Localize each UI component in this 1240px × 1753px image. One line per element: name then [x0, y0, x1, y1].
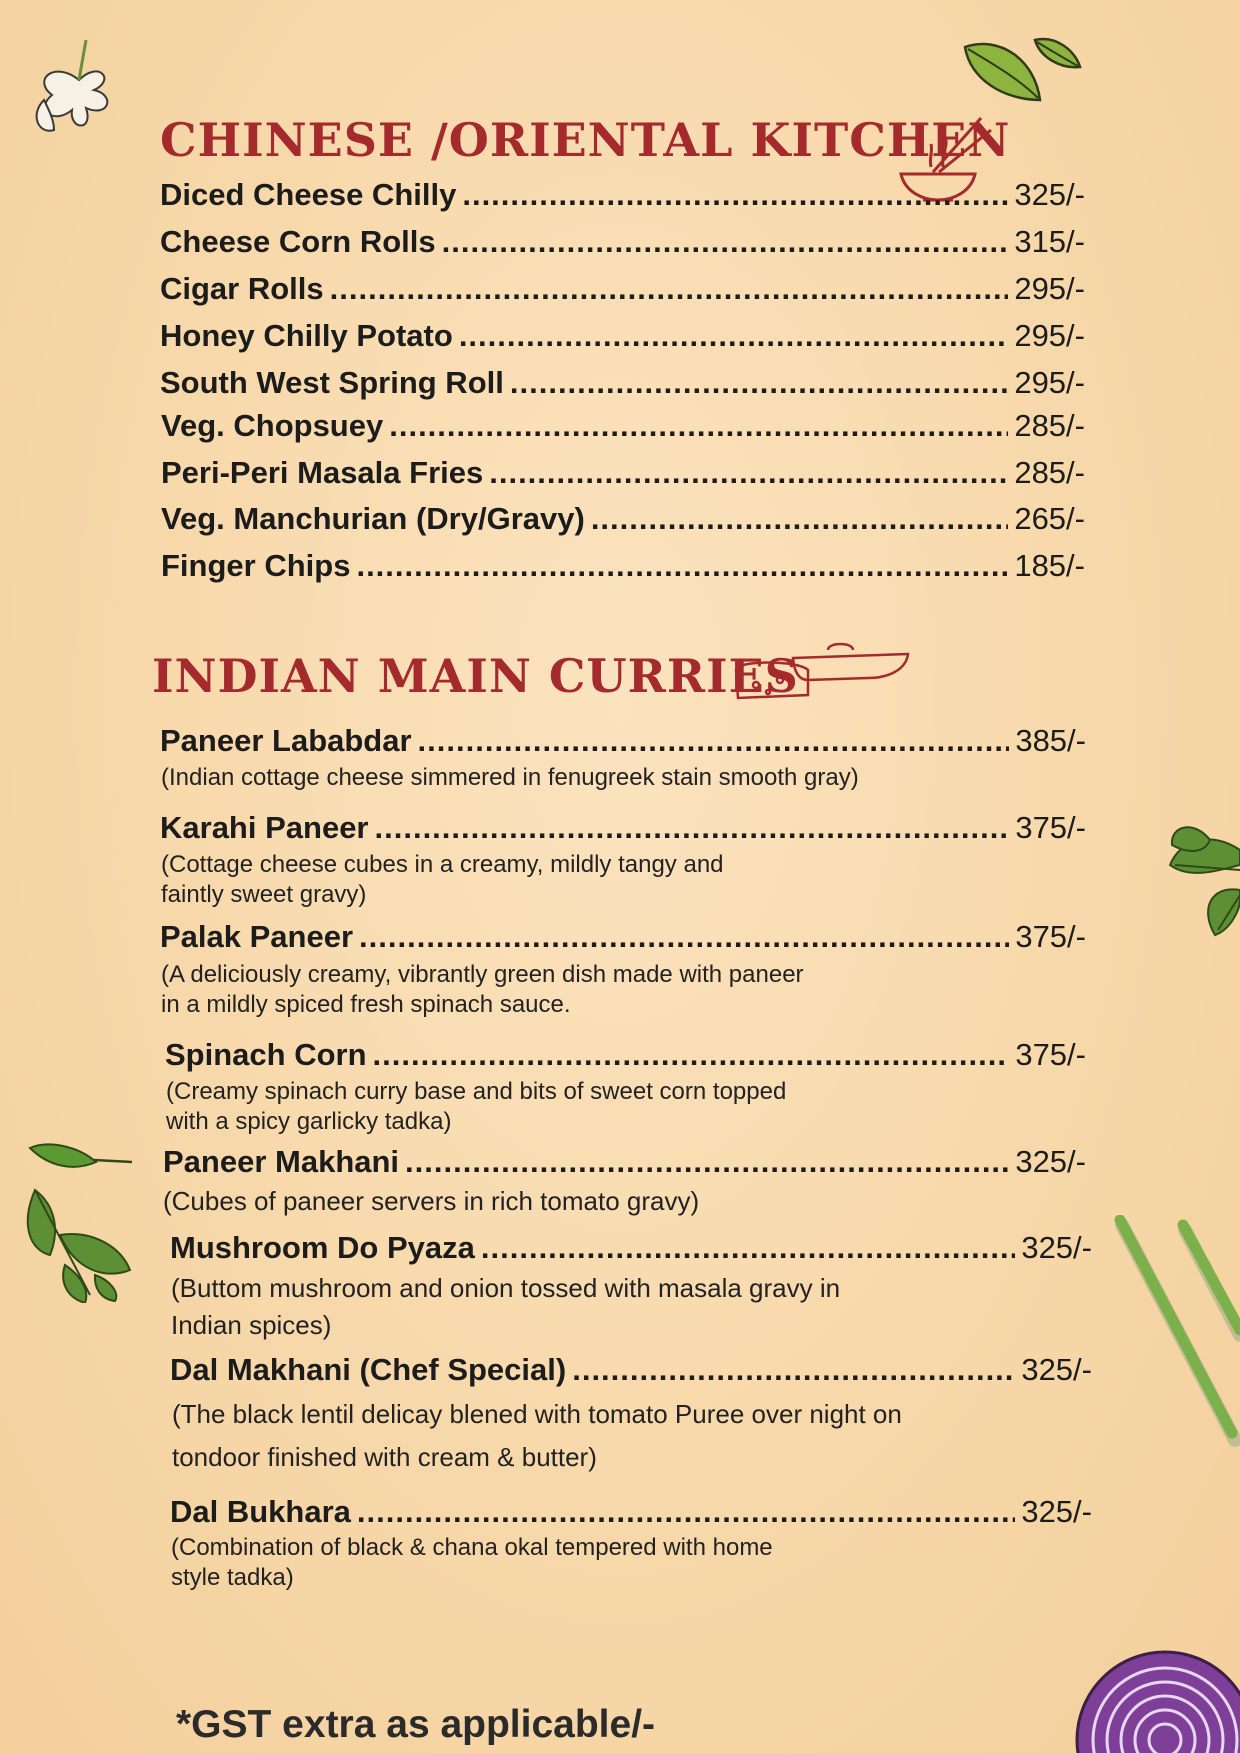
menu-item: [160, 723, 1086, 759]
item-name: Peri-Peri Masala Fries: [161, 455, 484, 490]
item-price: 285/-: [1014, 455, 1085, 490]
leaves-icon: [960, 35, 1085, 105]
menu-item: [160, 365, 1085, 401]
menu-item: [161, 501, 1085, 537]
dot-leader: [405, 1144, 1009, 1180]
red-onion-icon: [1075, 1640, 1240, 1753]
dot-leader: [373, 1037, 1010, 1073]
item-description: (Indian cottage cheese simmered in fenugreek stain smooth gray): [161, 764, 859, 791]
item-price: 315/-: [1014, 224, 1085, 259]
menu-item: [160, 224, 1085, 260]
item-price: 325/-: [1021, 1230, 1092, 1265]
item-description: (Buttom mushroom and onion tossed with masala gravy in Indian spices): [171, 1273, 841, 1340]
dot-leader: [330, 271, 1009, 307]
item-name: Paneer Lababdar: [160, 723, 412, 758]
item-name: Dal Bukhara: [170, 1494, 351, 1529]
chilli-icon: [28, 1140, 133, 1176]
curries-section-title: INDIAN MAIN CURRIES: [152, 649, 799, 703]
item-price: 185/-: [1014, 548, 1085, 583]
item-description: (Cottage cheese cubes in a creamy, mildly tangy and faintly sweet gravy): [161, 851, 724, 908]
menu-item: [165, 1037, 1086, 1073]
item-price: 295/-: [1014, 271, 1085, 306]
item-description: (Cubes of paneer servers in rich tomato gravy): [163, 1186, 700, 1216]
menu-item: [160, 271, 1085, 307]
item-price: 325/-: [1021, 1352, 1092, 1387]
item-price: 325/-: [1014, 177, 1085, 212]
item-name: Veg. Chopsuey: [161, 408, 384, 443]
green-onion-icon: [1110, 1215, 1240, 1460]
item-name: Paneer Makhani: [163, 1144, 400, 1179]
gst-note: *GST extra as applicable/-: [176, 1703, 656, 1746]
dot-leader: [510, 365, 1008, 401]
item-name: Finger Chips: [161, 548, 351, 583]
flower-icon: [24, 40, 134, 145]
item-price: 325/-: [1021, 1494, 1092, 1529]
dot-leader: [489, 455, 1008, 491]
item-description: (The black lentil delicay blened with tomato Puree over night on tondoor finished with cream & butter): [172, 1399, 902, 1472]
dot-leader: [418, 723, 1010, 759]
menu-item: [161, 408, 1085, 444]
item-description: (A deliciously creamy, vibrantly green dish made with paneer in a mildly spiced fresh spinach sauce.: [161, 961, 804, 1018]
dot-leader: [481, 1230, 1015, 1266]
item-price: 295/-: [1014, 318, 1085, 353]
dot-leader: [591, 501, 1009, 537]
item-name: Karahi Paneer: [160, 810, 369, 845]
menu-item: [161, 455, 1085, 491]
item-name: Cheese Corn Rolls: [160, 224, 436, 259]
dot-leader: [357, 1494, 1015, 1530]
item-description: (Creamy spinach curry base and bits of sweet corn topped with a spicy garlicky tadka): [166, 1078, 787, 1135]
item-name: South West Spring Roll: [160, 365, 504, 400]
dot-leader: [389, 408, 1008, 444]
item-name: Diced Cheese Chilly: [160, 177, 457, 212]
item-price: 375/-: [1015, 1037, 1086, 1072]
item-name: Honey Chilly Potato: [160, 318, 453, 353]
item-name: Spinach Corn: [165, 1037, 367, 1072]
menu-item: [170, 1352, 1092, 1388]
menu-item: [170, 1494, 1092, 1530]
item-price: 385/-: [1015, 723, 1086, 758]
item-price: 265/-: [1014, 501, 1085, 536]
coriander-icon: [1100, 810, 1240, 960]
dot-leader: [572, 1352, 1015, 1388]
item-name: Dal Makhani (Chef Special): [170, 1352, 567, 1387]
menu-item: [170, 1230, 1092, 1266]
item-price: 375/-: [1015, 810, 1086, 845]
dot-leader: [459, 318, 1009, 354]
item-price: 375/-: [1015, 919, 1086, 954]
chinese-section-title: CHINESE /ORIENTAL KITCHEN: [160, 113, 1011, 167]
menu-item: [163, 1144, 1086, 1180]
item-price: 295/-: [1014, 365, 1085, 400]
item-price: 285/-: [1014, 408, 1085, 443]
dot-leader: [442, 224, 1009, 260]
coriander-icon: [20, 1185, 135, 1303]
dot-leader: [462, 177, 1008, 213]
item-description: (Combination of black & chana okal tempered with home style tadka): [171, 1534, 773, 1591]
menu-item: [160, 318, 1085, 354]
dot-leader: [375, 810, 1010, 846]
item-name: Cigar Rolls: [160, 271, 324, 306]
item-name: Palak Paneer: [160, 919, 354, 954]
menu-item: [160, 919, 1086, 955]
menu-item: [161, 548, 1085, 584]
menu-item: [160, 810, 1086, 846]
item-price: 325/-: [1015, 1144, 1086, 1179]
item-name: Veg. Manchurian (Dry/Gravy): [161, 501, 585, 536]
menu-item: [160, 177, 1085, 213]
dot-leader: [356, 548, 1008, 584]
dot-leader: [359, 919, 1009, 955]
item-name: Mushroom Do Pyaza: [170, 1230, 475, 1265]
